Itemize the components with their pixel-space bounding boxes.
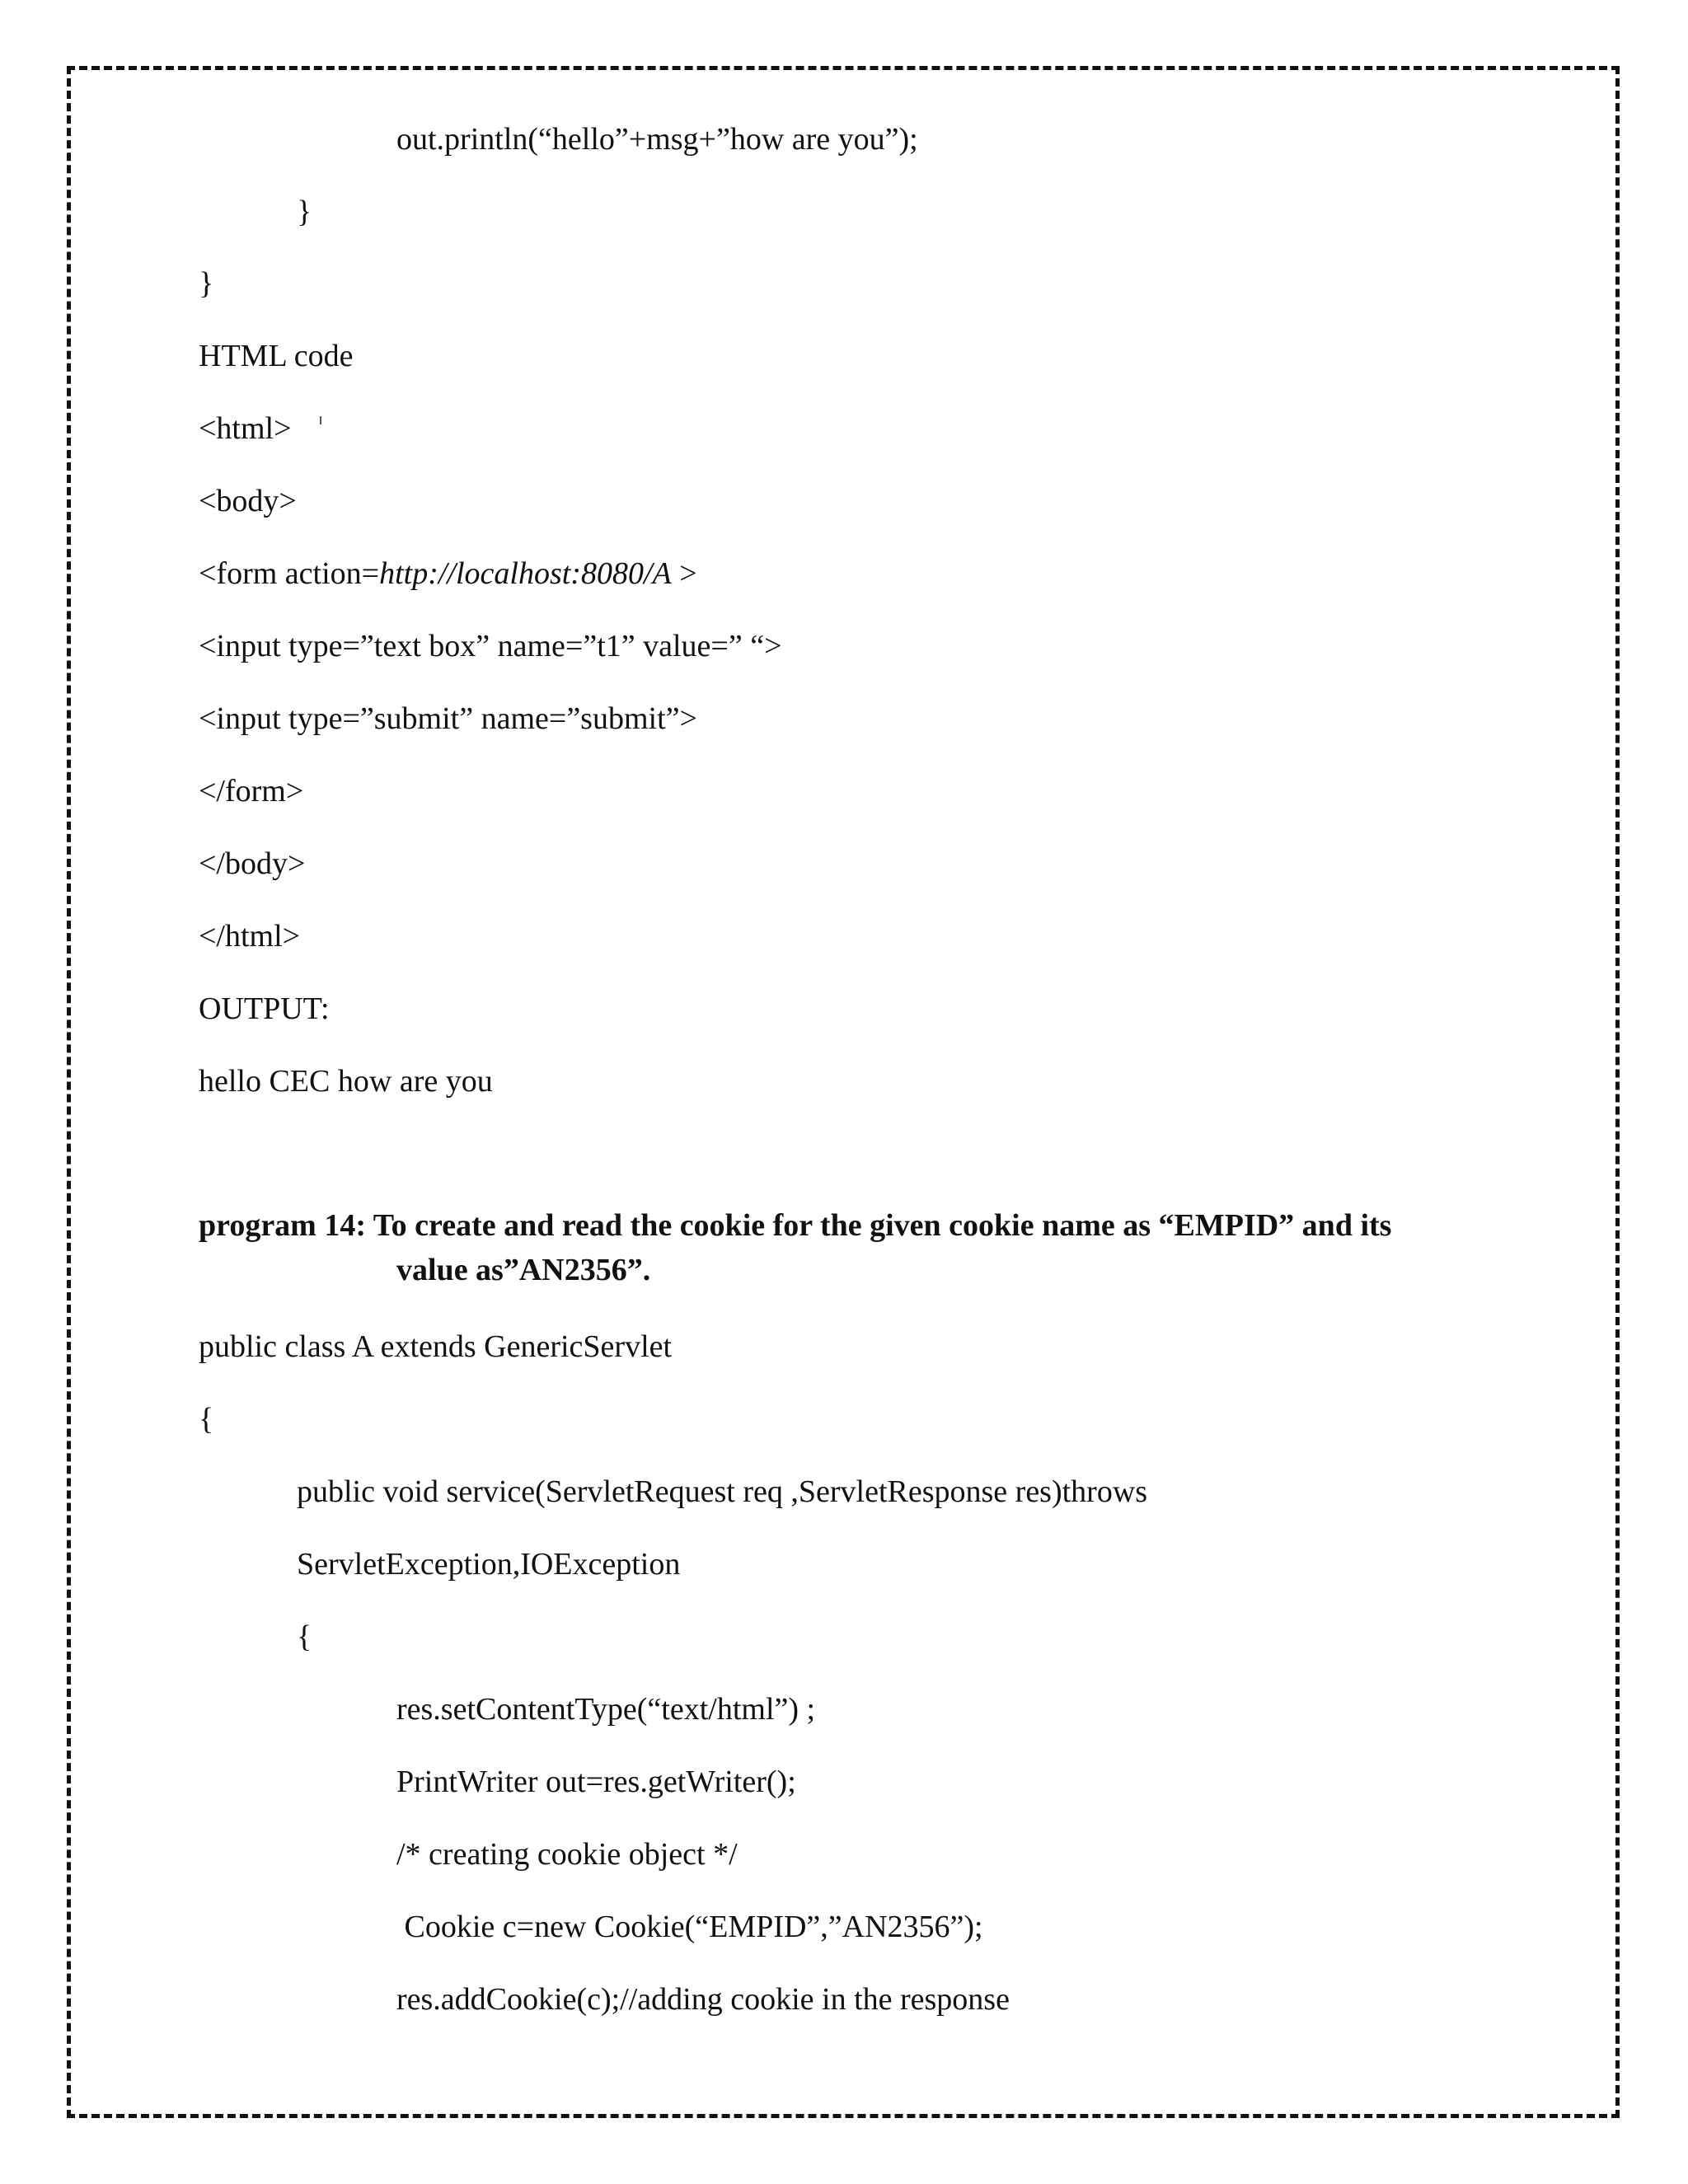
html-line-html-close: </html> [199,919,301,954]
code-line-set-content-type: res.setContentType(“text/html”) ; [396,1692,816,1727]
code-line-add-cookie: res.addCookie(c);//adding cookie in the response [396,1982,1010,2017]
code-line-cookie-new: Cookie c=new Cookie(“EMPID”,”AN2356”); [396,1910,983,1944]
code-line-println: out.println(“hello”+msg+”how are you”); [396,122,918,157]
code-line-close-brace-outer: } [199,266,214,301]
code-line-service-sig: public void service(ServletRequest req ,ServletResponse res)throws [297,1474,1148,1509]
html-line-input-submit: <input type=”submit” name=”submit”> [199,701,697,736]
html-line-body-close: </body> [199,846,306,881]
output-text: hello CEC how are you [199,1064,493,1099]
html-line-form-open [199,555,697,592]
program14-heading [199,1203,1493,1292]
stray-mark [320,416,321,424]
form-open-url: http://localhost:8080/A [379,556,672,591]
html-line-input-text: <input type=”text box” name=”t1” value=” “> [199,629,782,663]
html-code-title: HTML code [199,339,354,373]
html-line-html-open: <html> [199,411,292,446]
code-line-exceptions: ServletException,IOException [297,1547,681,1582]
html-line-form-close: </form> [199,774,304,808]
output-label: OUTPUT: [199,991,330,1026]
code-line-open-brace-inner: { [297,1619,312,1654]
code-line-print-writer: PrintWriter out=res.getWriter(); [396,1765,796,1799]
form-open-suffix: > [671,556,697,591]
program14-heading-line1: program 14: To create and read the cookie for the given cookie name as “EMPID” and its [199,1208,1392,1243]
code-line-class-decl: public class A extends GenericServlet [199,1329,673,1364]
html-line-body-open: <body> [199,484,297,518]
code-line-comment-create: /* creating cookie object */ [396,1837,738,1872]
code-line-open-brace-outer: { [199,1402,214,1436]
program14-heading-line2: value as”AN2356”. [396,1253,651,1287]
code-line-close-brace-inner: } [297,194,312,229]
form-open-prefix: <form action= [199,556,380,591]
